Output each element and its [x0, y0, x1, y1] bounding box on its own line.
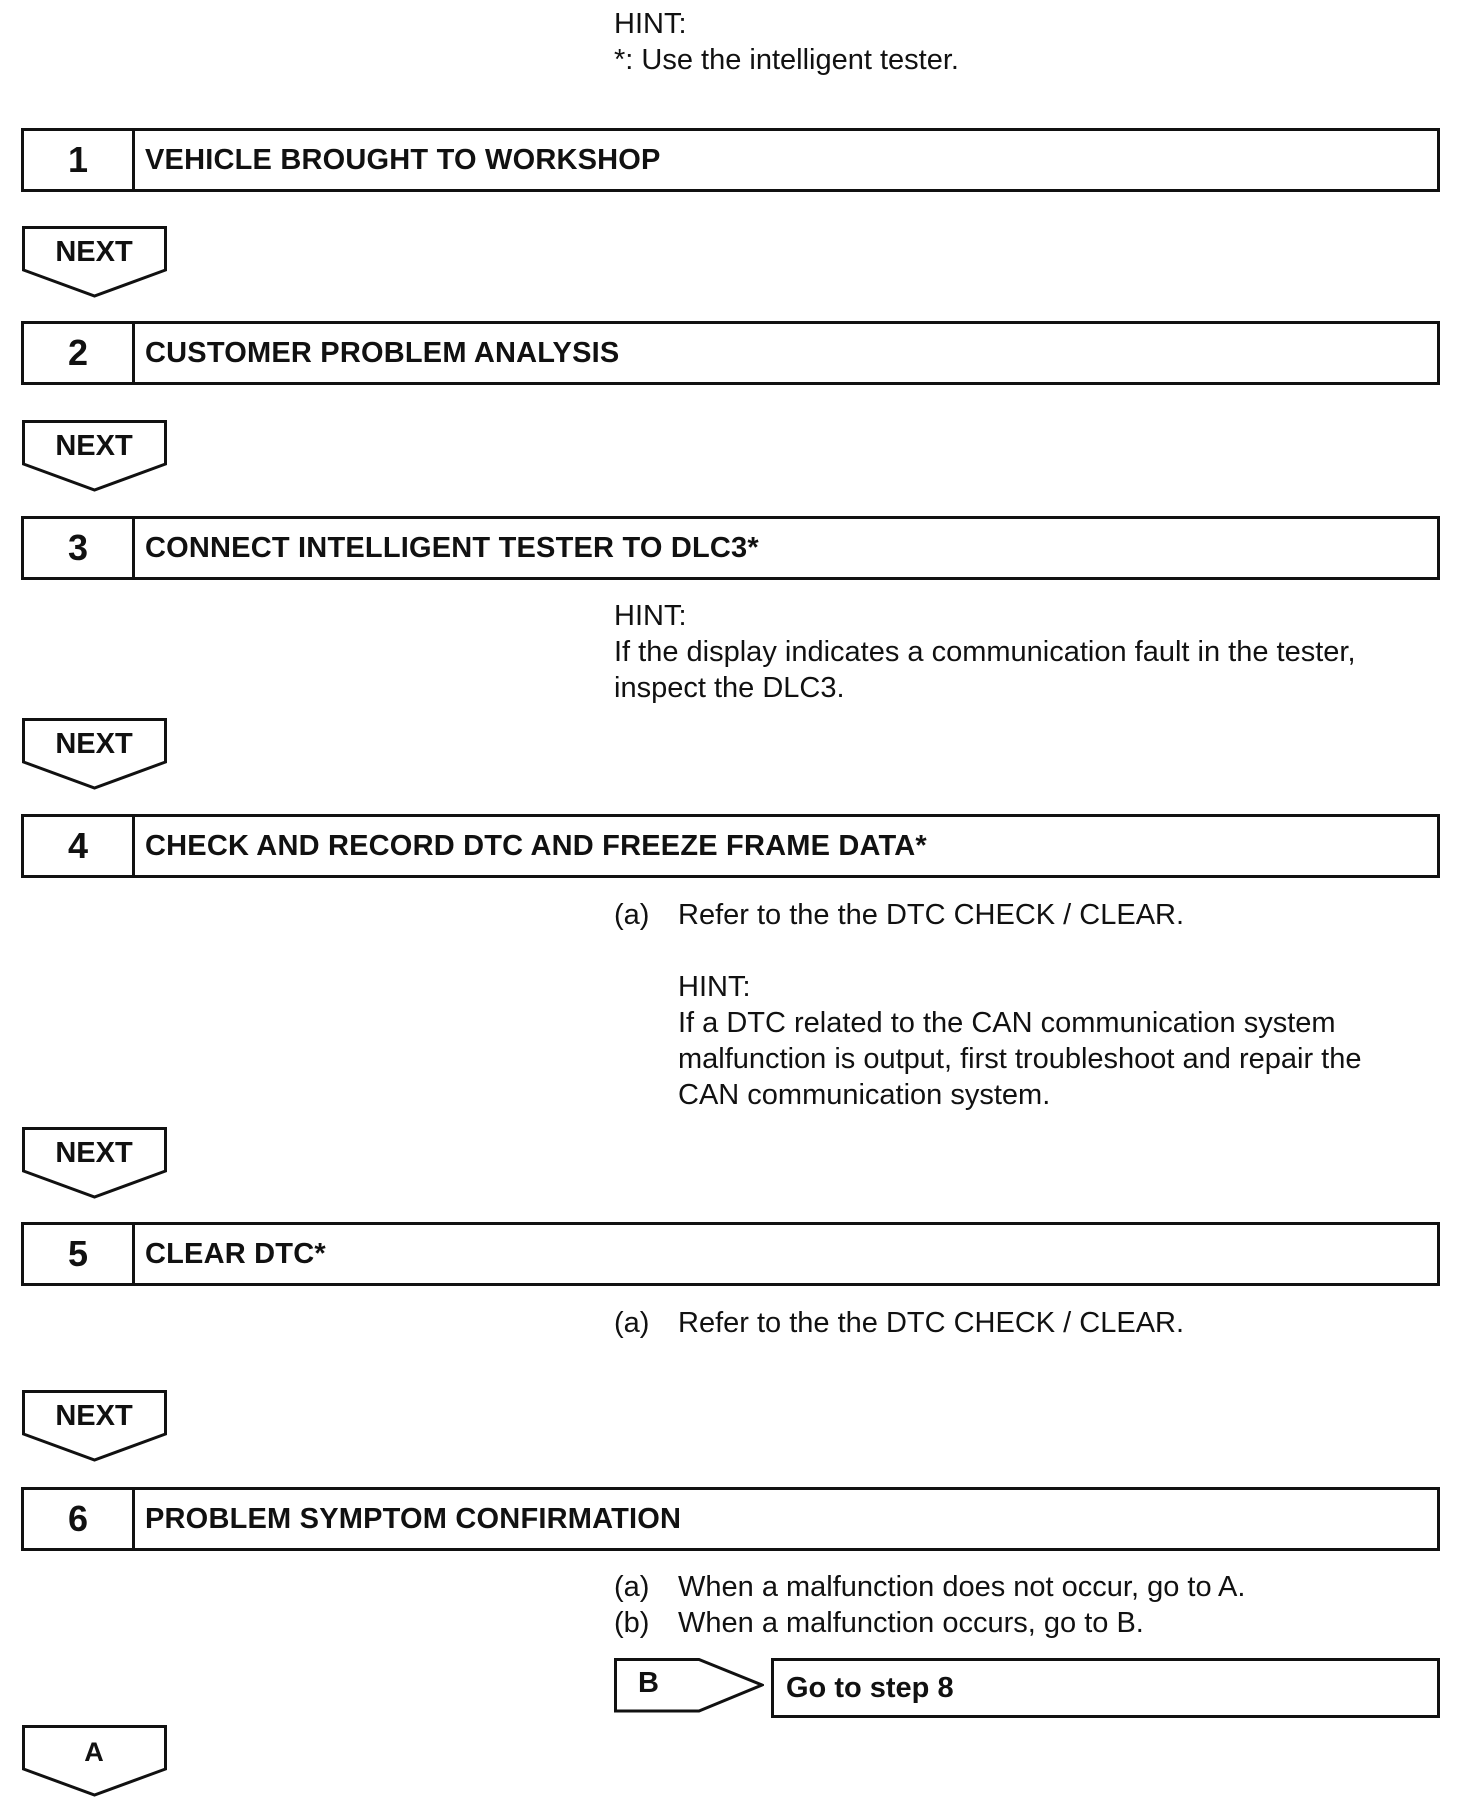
step-6-box: [21, 1487, 1440, 1551]
branch-b-target: Go to step 8: [786, 1671, 954, 1704]
next-arrow-3: [22, 718, 167, 790]
step-2-box: [21, 321, 1440, 385]
hint-text: *: Use the intelligent tester.: [614, 44, 959, 76]
next-arrow-1: [22, 226, 167, 298]
step-title: PROBLEM SYMPTOM CONFIRMATION: [145, 1502, 682, 1535]
item-text: Refer to the the DTC CHECK / CLEAR.: [678, 1307, 1185, 1339]
step-4-item-a: [614, 897, 1314, 933]
step-3-box: [21, 516, 1440, 580]
step-title: VEHICLE BROUGHT TO WORKSHOP: [145, 143, 661, 176]
item-label: (a): [614, 1571, 650, 1603]
step-title: CLEAR DTC*: [145, 1237, 326, 1270]
next-arrow-4: [22, 1127, 167, 1199]
step-number: 5: [24, 1225, 135, 1283]
next-label: NEXT: [55, 430, 133, 462]
branch-a-label: A: [84, 1737, 104, 1767]
step-4-box: [21, 814, 1440, 878]
step-3-hint: [614, 598, 1356, 706]
step-6-item-b: [614, 1605, 1374, 1641]
go-to-step-8-box: [771, 1658, 1440, 1718]
item-text: When a malfunction occurs, go to B.: [678, 1607, 1144, 1639]
item-text: Refer to the the DTC CHECK / CLEAR.: [678, 899, 1185, 931]
hint-line: If the display indicates a communication fault in the tester,: [614, 636, 1356, 668]
step-number: 3: [24, 519, 135, 577]
step-title: CUSTOMER PROBLEM ANALYSIS: [145, 336, 620, 369]
step-number: 6: [24, 1490, 135, 1548]
hint-line: If a DTC related to the CAN communication system: [678, 1007, 1336, 1039]
next-arrow-2: [22, 420, 167, 492]
step-number: 2: [24, 324, 135, 382]
branch-a-arrow: [22, 1725, 167, 1797]
step-5-box: [21, 1222, 1440, 1286]
step-title: CONNECT INTELLIGENT TESTER TO DLC3*: [145, 531, 759, 564]
hint-label: HINT:: [678, 971, 751, 1003]
hint-label: HINT:: [614, 8, 687, 40]
step-1-box: [21, 128, 1440, 192]
item-label: (a): [614, 1307, 650, 1339]
next-label: NEXT: [55, 1137, 133, 1169]
step-6-item-a: [614, 1569, 1374, 1605]
branch-b-label: B: [638, 1667, 659, 1699]
next-label: NEXT: [55, 728, 133, 760]
hint-line: CAN communication system.: [678, 1079, 1051, 1111]
step-number: 4: [24, 817, 135, 875]
next-label: NEXT: [55, 1400, 133, 1432]
next-label: NEXT: [55, 236, 133, 268]
hint-line: malfunction is output, first troubleshoot and repair the: [678, 1043, 1362, 1075]
step-5-item-a: [614, 1305, 1314, 1341]
item-label: (b): [614, 1607, 650, 1639]
step-number: 1: [24, 131, 135, 189]
hint-label: HINT:: [614, 600, 687, 632]
step-title: CHECK AND RECORD DTC AND FREEZE FRAME DATA*: [145, 829, 927, 862]
item-text: When a malfunction does not occur, go to A.: [678, 1571, 1246, 1603]
top-hint: [614, 6, 959, 78]
step-4-hint: [678, 969, 1362, 1113]
item-label: (a): [614, 899, 650, 931]
next-arrow-5: [22, 1390, 167, 1462]
branch-b-arrow: [614, 1658, 764, 1714]
hint-line: inspect the DLC3.: [614, 672, 845, 704]
